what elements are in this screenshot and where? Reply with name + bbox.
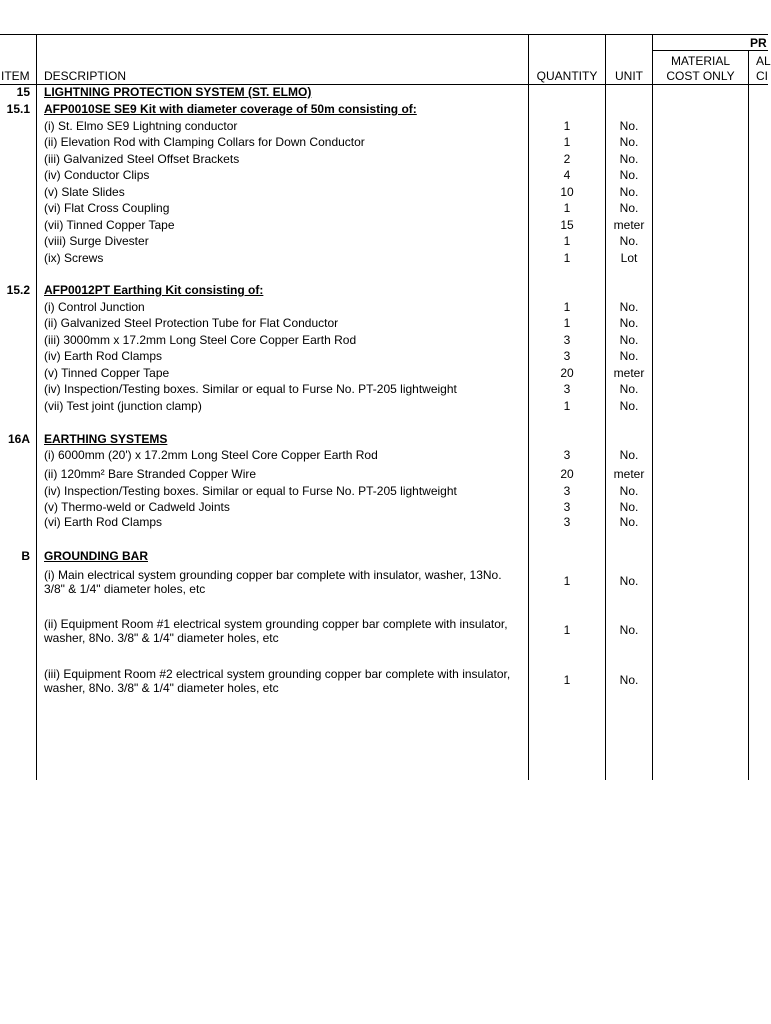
line-item-description: (i) 6000mm (20') x 17.2mm Long Steel Core Copper Earth Rod (44, 448, 378, 462)
line-item-description: (vii) Test joint (junction clamp) (44, 399, 202, 413)
line-item-description: (ii) Galvanized Steel Protection Tube for Flat Conductor (44, 316, 339, 330)
line-item-description: (i) Control Junction (44, 300, 145, 314)
line-item-quantity: 1 (563, 316, 571, 330)
line-item-unit: No. (619, 168, 639, 182)
line-item-unit: No. (619, 574, 639, 588)
next-column-header-line2: CI (756, 69, 768, 83)
line-item-quantity: 1 (563, 201, 571, 215)
line-item-description: (v) Tinned Copper Tape (44, 366, 170, 380)
line-item-unit: Lot (620, 251, 638, 265)
line-item-unit: meter (613, 366, 645, 380)
col-divider-unit (652, 34, 653, 780)
line-item-quantity: 20 (560, 467, 574, 481)
line-item-unit: No. (619, 382, 639, 396)
line-item-unit: No. (619, 673, 639, 687)
line-item-description: (v) Thermo-weld or Cadweld Joints (44, 500, 230, 514)
line-item-description: (iii) Equipment Room #2 electrical system grounding copper bar complete with insulator, washer, 8No. 3/8" & 1/4" diameter holes, etc (44, 667, 511, 695)
line-item-quantity: 3 (563, 333, 571, 347)
item-column-header: ITEM (1, 69, 30, 83)
quantity-column-header: QUANTITY (536, 69, 598, 83)
line-item-unit: No. (619, 448, 639, 462)
section-title: AFP0012PT Earthing Kit consisting of: (44, 283, 264, 297)
line-item-quantity: 3 (563, 500, 571, 514)
line-item-description: (ix) Screws (44, 251, 104, 265)
section-title: LIGHTNING PROTECTION SYSTEM (ST. ELMO) (44, 85, 312, 99)
line-item-quantity: 3 (563, 349, 571, 363)
item-number: B (21, 549, 30, 563)
line-item-description: (iv) Earth Rod Clamps (44, 349, 163, 363)
line-item-quantity: 1 (563, 234, 571, 248)
line-item-quantity: 1 (563, 119, 571, 133)
line-item-description: (vi) Earth Rod Clamps (44, 515, 163, 529)
line-item-description: (ii) Elevation Rod with Clamping Collars for Down Conductor (44, 135, 365, 149)
line-item-unit: No. (619, 201, 639, 215)
line-item-unit: No. (619, 300, 639, 314)
line-item-quantity: 1 (563, 135, 571, 149)
line-item-unit: No. (619, 333, 639, 347)
line-item-quantity: 10 (560, 185, 574, 199)
line-item-quantity: 20 (560, 366, 574, 380)
line-item-quantity: 1 (563, 399, 571, 413)
line-item-unit: No. (619, 349, 639, 363)
line-item-quantity: 3 (563, 515, 571, 529)
col-divider-material (748, 50, 749, 780)
line-item-unit: meter (613, 218, 645, 232)
line-item-unit: No. (619, 484, 639, 498)
line-item-description: (i) Main electrical system grounding copper bar complete with insulator, washer, 13No. 3/8" & 1/4" diameter holes, etc (44, 568, 502, 596)
line-item-description: (iv) Inspection/Testing boxes. Similar or equal to Furse No. PT-205 lightweight (44, 484, 457, 498)
line-item-description: (v) Slate Slides (44, 185, 125, 199)
line-item-description: (iv) Inspection/Testing boxes. Similar or equal to Furse No. PT-205 lightweight (44, 382, 457, 396)
line-item-quantity: 4 (563, 168, 571, 182)
line-item-description: (vii) Tinned Copper Tape (44, 218, 175, 232)
unit-column-header: UNIT (615, 69, 643, 83)
line-item-description: (iii) Galvanized Steel Offset Brackets (44, 152, 240, 166)
section-title: AFP0010SE SE9 Kit with diameter coverage of 50m consisting of: (44, 102, 417, 116)
item-number: 15.2 (6, 283, 30, 297)
line-item-unit: No. (619, 152, 639, 166)
material-column-header-line2: COST ONLY (666, 69, 735, 83)
line-item-description: (i) St. Elmo SE9 Lightning conductor (44, 119, 238, 133)
line-item-description: (ii) 120mm² Bare Stranded Copper Wire (44, 467, 257, 481)
line-item-quantity: 1 (563, 574, 571, 588)
line-item-unit: No. (619, 515, 639, 529)
line-item-unit: meter (613, 467, 645, 481)
line-item-quantity: 3 (563, 484, 571, 498)
price-group-underline (652, 50, 768, 51)
line-item-quantity: 1 (563, 300, 571, 314)
line-item-description: (iii) 3000mm x 17.2mm Long Steel Core Copper Earth Rod (44, 333, 357, 347)
line-item-unit: No. (619, 234, 639, 248)
material-column-header-line1: MATERIAL (670, 54, 731, 68)
next-column-header-line1: AL (756, 54, 771, 68)
section-title: EARTHING SYSTEMS (44, 432, 168, 446)
line-item-unit: No. (619, 185, 639, 199)
line-item-unit: No. (619, 119, 639, 133)
item-number: 15 (16, 85, 30, 99)
section-title: GROUNDING BAR (44, 549, 148, 563)
line-item-description: (vi) Flat Cross Coupling (44, 201, 170, 215)
line-item-quantity: 3 (563, 382, 571, 396)
line-item-quantity: 2 (563, 152, 571, 166)
line-item-description: (iv) Conductor Clips (44, 168, 150, 182)
line-item-quantity: 3 (563, 448, 571, 462)
line-item-unit: No. (619, 135, 639, 149)
line-item-unit: No. (619, 316, 639, 330)
line-item-unit: No. (619, 399, 639, 413)
line-item-description: (viii) Surge Divester (44, 234, 149, 248)
description-column-header: DESCRIPTION (44, 69, 127, 83)
item-number: 15.1 (6, 102, 30, 116)
line-item-quantity: 1 (563, 251, 571, 265)
line-item-description: (ii) Equipment Room #1 electrical system grounding copper bar complete with insulator, washer, 8No. 3/8" & 1/4" diameter holes, etc (44, 617, 508, 645)
price-group-header: PR (750, 36, 767, 50)
line-item-unit: No. (619, 500, 639, 514)
line-item-quantity: 1 (563, 623, 571, 637)
item-number: 16A (7, 432, 30, 446)
col-divider-item (36, 34, 37, 780)
line-item-quantity: 15 (560, 218, 574, 232)
line-item-unit: No. (619, 623, 639, 637)
line-item-quantity: 1 (563, 673, 571, 687)
